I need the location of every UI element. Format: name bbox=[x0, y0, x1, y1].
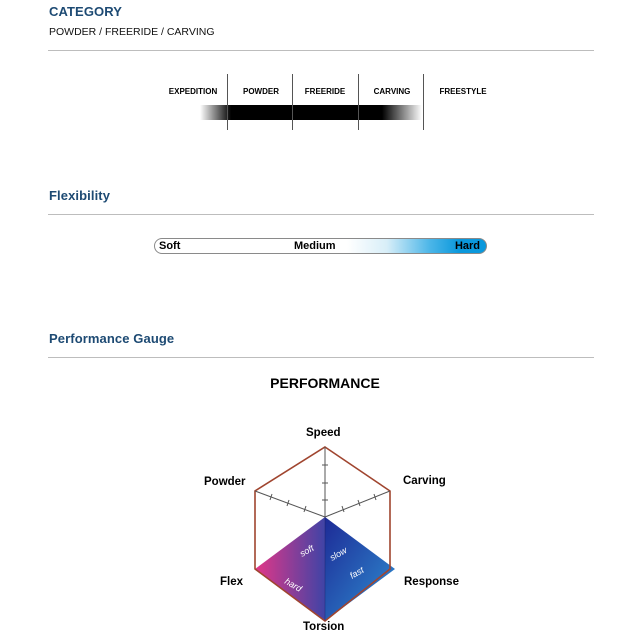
category-heading: CATEGORY bbox=[49, 4, 123, 19]
axis-label-carving: Carving bbox=[403, 475, 446, 487]
flex-label-soft: Soft bbox=[159, 240, 181, 252]
category-label-carving: CARVING bbox=[373, 87, 411, 96]
category-value: POWDER / FREERIDE / CARVING bbox=[49, 26, 215, 38]
category-range-bar bbox=[200, 105, 422, 120]
axis-label-torsion: Torsion bbox=[303, 621, 345, 633]
region-label-slow: slow bbox=[328, 545, 349, 563]
region-label-fast: fast bbox=[348, 564, 366, 581]
divider bbox=[48, 357, 594, 358]
category-divider bbox=[358, 74, 359, 130]
region-label-hard: hard bbox=[283, 576, 304, 594]
category-scale bbox=[160, 72, 487, 132]
category-divider bbox=[227, 74, 228, 130]
category-label-freeride: FREERIDE bbox=[304, 87, 346, 96]
category-label-expedition: EXPEDITION bbox=[168, 87, 218, 96]
hard-region bbox=[255, 517, 325, 621]
performance-hexagon bbox=[190, 365, 480, 640]
axis-label-flex: Flex bbox=[220, 576, 244, 588]
flexibility-bar bbox=[154, 238, 487, 254]
category-divider bbox=[292, 74, 293, 130]
axis-label-response: Response bbox=[404, 576, 459, 588]
divider bbox=[48, 214, 594, 215]
axis-label-speed: Speed bbox=[306, 427, 341, 439]
divider bbox=[48, 50, 594, 51]
flex-label-hard: Hard bbox=[454, 240, 480, 252]
axis-label-powder: Powder bbox=[204, 476, 246, 488]
axis-powder bbox=[255, 491, 325, 517]
performance-gauge bbox=[190, 365, 480, 640]
category-divider bbox=[423, 74, 424, 130]
category-label-powder: POWDER bbox=[243, 87, 279, 96]
axis-carving bbox=[325, 491, 390, 517]
performance-heading: Performance Gauge bbox=[49, 331, 175, 346]
region-label-soft: soft bbox=[298, 542, 316, 559]
performance-title: PERFORMANCE bbox=[270, 375, 380, 391]
category-label-freestyle: FREESTYLE bbox=[439, 87, 487, 96]
flexibility-heading: Flexibility bbox=[49, 188, 111, 203]
flex-label-medium: Medium bbox=[294, 240, 336, 252]
